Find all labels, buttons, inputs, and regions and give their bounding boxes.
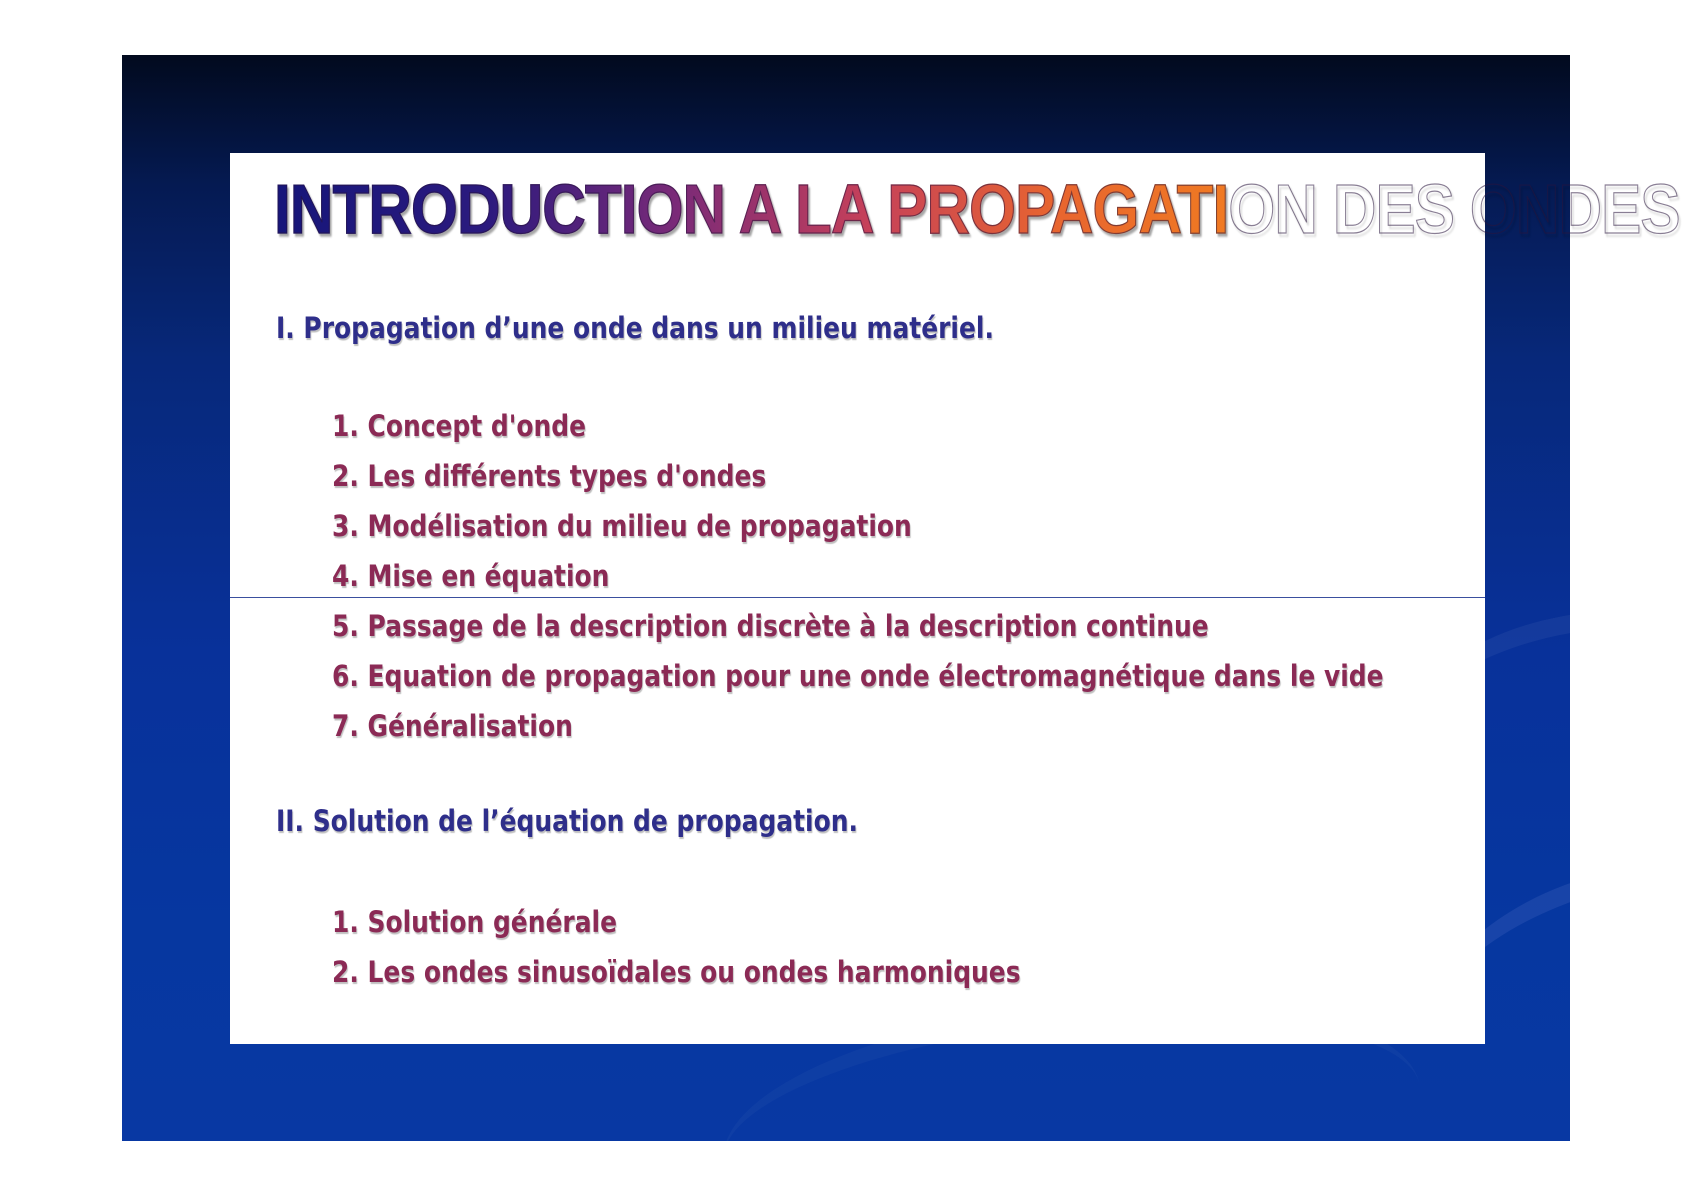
list-item: 7. Généralisation (332, 709, 573, 743)
section-1-item-list (332, 408, 1555, 758)
list-item: 2. Les différents types d'ondes (332, 459, 767, 493)
section-heading-2: II. Solution de l’équation de propagation. (276, 804, 858, 838)
list-item: 6. Equation de propagation pour une onde électromagnétique dans le vide (332, 659, 1384, 693)
section-heading-1: I. Propagation d’une onde dans un milieu matériel. (276, 311, 994, 345)
list-item: 1. Solution générale (332, 905, 617, 939)
list-item: 4. Mise en équation (332, 559, 610, 593)
list-item: 5. Passage de la description discrète à la description continue (332, 609, 1209, 643)
list-item: 2. Les ondes sinusoïdales ou ondes harmoniques (332, 955, 1021, 989)
slide-title: INTRODUCTION A LA PROPAGATION DES ONDES (274, 170, 1680, 248)
section-2-item-list (332, 904, 1133, 1004)
list-item: 1. Concept d'onde (332, 409, 587, 443)
list-item: 3. Modélisation du milieu de propagation (332, 509, 912, 543)
